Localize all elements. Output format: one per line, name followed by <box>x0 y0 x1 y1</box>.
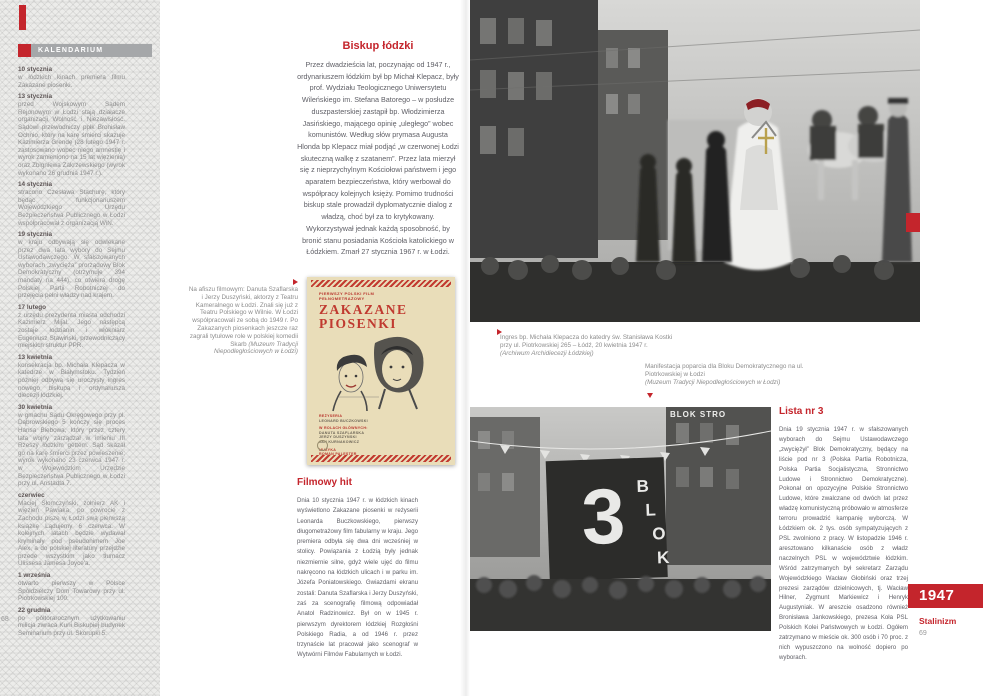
kalendarium-entry-text: stracono Czesława Stachurę, który będąc funkcjonariuszem Wojewódzkiego Urzędu Bezpieczeństwa Publicznego w Łodzi współpracował z organizacją WiN. <box>18 189 125 227</box>
photo-edge-red-marker <box>906 213 920 232</box>
poster-top-border <box>311 280 451 287</box>
kalendarium-title: KALENDARIUM <box>31 44 152 57</box>
caption-arrow-icon <box>647 393 653 398</box>
poster-title: ZAKAZANE PIOSENKI <box>319 302 408 331</box>
kalendarium-entry-date: 1 września <box>18 572 51 580</box>
article-filmowy-hit <box>297 477 418 661</box>
kalendarium-entry-text: w gmachu Sądu Okręgowego przy pl. Dąbrowskiego 5 kończy się proces Hansa Biebowa, który przez cztery lata wojny zarządzał w imieniu III Rzeszy łódzkim gettem. Sąd skazał go na karę śmierci przez powieszenie; wyrok wykonano 23 czerwca 1947 r. w Wojewódzkim Urzędzie Bezpieczeństwa Publicznego w Łodzi przy ul. Anstadta 7. <box>18 411 125 488</box>
poster-caption <box>186 286 298 356</box>
right-page-number: 69 <box>919 630 927 637</box>
article-filmowy-body: Dnia 10 stycznia 1947 r. w łódzkich kinach wyświetlono Zakazane piosenki w reżyserii Leonarda Buczkowskiego, pierwszy długometrażowy film fabularny w kraju. Jego premiera odbyła się dwa dni wcześniej w stolicy. Powiązania z Łodzią były jednak niezmiernie silne, gdyż wiele ujęć do filmu nakręcono na łódzkich ulicach i w parku im. Józefa Poniatowskiego. Gwiazdami ekranu zostali: Danuta Szaflarska i Jerzy Duszyński, zaś za scenografię filmową odpowiadał Anatol Radzinowicz. Był on w 1945 r. pierwszym dyrektorem łódzkiej Rozgłośni Polskiego Radia, a od 1946 r. przez trzynaście lat pracował jako scenograf w Wytwórni Filmów Fabularnych w Łodzi. <box>297 497 418 659</box>
svg-text:K: K <box>656 547 670 568</box>
kalendarium-entry-text: otwarto pierwszy w Polsce Spółdzielczy Dom Towarowy przy ul. Piotrkowskiej 100. <box>18 580 125 603</box>
poster-caption-text: Na afiszu filmowym: Danuta Szaflarska i Jerzy Duszyński, aktorzy z Teatru Kameralnego w Łodzi. Znali się już z Teatru Polskiego w Wilnie. W Łodzi współpracowali ze sobą do 1949 r. Po Zakazanych piosenkach jeszcze raz zagrali tytułowe role w polskiej komedii Skarb <box>188 286 298 348</box>
photo2-banner-text-svg: BLOK STRO <box>670 410 727 419</box>
kalendarium-header <box>18 44 152 57</box>
kalendarium-entry-date: 17 lutego <box>18 303 47 311</box>
kalendarium-entry-text: Maciej Słomczyński, żołnierz AK i więzień Pawiaka, po powrocie z Zachodu pisze w Łodzi swą pierwszą książkę Lądujemy 6 czerwca. W kolejnych latach będzie wydawał kryminały pod pseudonimem Joe Alex, a do polskiej literatury przejdzie przede wszystkim jako tłumacz Ulissesa Jamesa Joyce'a. <box>18 499 125 568</box>
manifestation-caption-text: Manifestacja poparcia dla Bloku Demokratycznego na ul. Piotrkowskiej w Łodzi <box>645 363 804 378</box>
poster-tagline: PIERWSZY POLSKI FILM PEŁNOMETRAŻOWY <box>319 291 375 301</box>
kalendarium-entry-text: z urzędu prezydenta miasta odchodzi Kazimierz Mijal. Jego następcą zostaje łodzianin i włókniarz Eugeniusz Stawiński, przewodniczący miejskich struktur PPR. <box>18 311 125 350</box>
left-page-number: 68 <box>1 616 9 623</box>
kalendarium-entry-text: po półtorarocznym użytkowaniu milicja zwraca Kurii Biskupiej budynek Seminarium przy ul. Skorupki 5. <box>18 614 125 638</box>
article-lista-title: Lista nr 3 <box>779 406 824 417</box>
kalendarium-entry-text: konsekracja bp. Michała Klepacza w katedrze w Białymstoku. Tydzień później odbywa się uroczysty ingres nowego biskupa i ordynariusza diecezji łódzkiej. <box>18 361 125 400</box>
kalendarium-entry <box>18 231 125 300</box>
kalendarium-entry <box>18 66 125 89</box>
kalendarium-entry <box>18 181 125 227</box>
kalendarium-entry <box>18 572 125 603</box>
kalendarium-entry-text: przed Wojskowym Sądem Rejonowym w Łodzi stają działacze organizacji Wolność i Niezawisłość. Sądowi przewodniczy ppłk Bronisław Ochnio, który na karę śmierci skazuje Kazimierza Grendę (28 lutego 1947 r. zastosowano wobec niego amnestię i wyrok zamieniono na 15 lat więzienia) oraz Zbigniewa Zakrzewskiego (wyrok wykonano 26 grudnia 1947 r.). <box>18 101 125 177</box>
article-filmowy-title: Filmowy hit <box>297 477 352 488</box>
kalendarium-entry <box>18 607 125 638</box>
poster-stamp-icon <box>317 440 328 451</box>
photo-blok-demonstration <box>470 407 771 631</box>
manifestation-caption-credit: (Muzeum Tradycji Niepodległościowych w Łodzi) <box>645 378 781 386</box>
svg-text:3: 3 <box>580 471 627 561</box>
kalendarium-entry-date: 22 grudnia <box>18 606 51 614</box>
ingres-caption-text: Ingres bp. Michała Klepacza do katedry św. Stanisława Kostki przy ul. Piotrkowskiej 265 – Łódź, 20 kwietnia 1947 r. <box>500 334 673 349</box>
poster-credits: REŻYSERIA LEONARD BUCZKOWSKI W ROLACH GŁÓWNYCH: DANUTA SZAFLARSKA JERZY DUSZYŃSKI JAN KURNAKOWICZ MUZYKA <box>319 414 368 452</box>
article-lista-body: Dnia 19 stycznia 1947 r. w sfałszowanych wyborach do Sejmu Ustawodawczego „zwyciężył” Blok Demokratyczny, będący na liście pod nr 3 (Polska Partia Robotnicza, Polska Partia Socjalistyczna, Stronnictwo Ludowe i Stronnictwo Demokratyczne). Pokonał on opozycyjne Polskie Stronnictwo Ludowe, które zwalczane od dwóch lat przez władzę komunistyczną próbowało w atmosferze terroru prowadzić kampanię wyborczą. W Łódzkiem ok. 2 tys. osób sympatyzujących z PSL zwolniono z pracy. W listopadzie 1946 r. aresztowano kilkanaście osób z władz naczelnych PSL w województwie łódzkim. Wśród zatrzymanych był sekretarz Zarządu Wojewódzkiego Wacław Głobiński oraz trzej prezesi zarządów dzielnicowych, tj. Wacław Hilner, Zygmunt Markiewicz i Henryk Augustyniak. W areszcie osadzono również Bronisława Jankowskiego, prezesa Koła PSL Polskich Kolei Państwowych w Łodzi. Ogółem zatrzymano w mieście ok. 300 osób i 70 proc. z nich wypuszczono na wolność dopiero po wyborach. <box>779 426 908 661</box>
kalendarium-entry-date: 19 stycznia <box>18 231 53 239</box>
chapter-label: Stalinizm <box>919 616 957 626</box>
kalendarium-entry <box>18 93 125 177</box>
kalendarium-entry <box>18 404 125 488</box>
svg-text:O: O <box>651 524 666 544</box>
kalendarium-list <box>18 66 125 642</box>
kalendarium-entry <box>18 492 125 568</box>
kalendarium-red-square-icon <box>18 44 31 57</box>
svg-text:B: B <box>636 476 650 497</box>
ingres-caption <box>500 334 675 357</box>
ingres-caption-credit: (Archiwum Archidiecezji Łódzkiej) <box>500 349 594 357</box>
caption-arrow-icon <box>293 279 298 285</box>
article-biskup-lodzki <box>297 40 459 258</box>
article-biskup-body: Przez dwadzieścia lat, poczynając od 1947 r., ordynariuszem łódzkim był bp Michał Klepacz, były prof. Wydziału Teologicznego Uniwersytetu Wileńskiego im. Stefana Batorego – w posłudze duszpasterskiej zastąpił bp. Włodzimierza Jasińskiego, mającego opinię „uległego” wobec komunistów. Według słów prymasa Augusta Hlonda bp Klepacz miał podjąć „w czerwonej Łodzi skuteczną walkę z szatanem”. Przez lata mierzył się z nieprzychylnym Kościołowi państwem i jego aparatem bezpieczeństwa, który werbował do współpracy kolejnych księży. Pomimo trudności biskup stale prowadził dyplomatycznie dialog z władzą, choć był za to krytykowany. Wykorzystywał jednak każdą sposobność, by bronić stanu posiadania Kościoła katolickiego w Łódzkiem. Zmarł 27 stycznia 1967 r. w Łodzi. <box>297 60 459 257</box>
kalendarium-entry-date: 13 stycznia <box>18 93 53 101</box>
svg-text:L: L <box>645 500 657 520</box>
article-biskup-title: Biskup łódzki <box>342 40 414 52</box>
red-edge-marker <box>19 5 26 30</box>
kalendarium-entry <box>18 354 125 400</box>
article-lista-nr-3 <box>779 406 908 663</box>
photo-ingres-procession <box>470 0 920 322</box>
kalendarium-entry-date: 14 stycznia <box>18 181 53 189</box>
poster-caption-credit: (Muzeum Tradycji Niepodległościowych w Łodzi) <box>214 340 298 356</box>
kalendarium-entry-date: czerwiec <box>18 491 45 499</box>
year-tab: 1947 <box>908 584 983 608</box>
kalendarium-entry-date: 30 kwietnia <box>18 403 53 411</box>
manifestation-caption <box>645 363 820 386</box>
kalendarium-entry-text: w łódzkich kinach premiera filmu Zakazane piosenki. <box>18 74 125 89</box>
poster-bottom-border <box>311 455 451 462</box>
zakazane-piosenki-poster <box>307 277 455 465</box>
kalendarium-entry-text: w kraju odbywają się odwlekane przez dwa lata wybory do Sejmu Ustawodawczego. W sfałszowanych wyborach „zwycięża” prorządowy Blok Demokratyczny (otrzymuje 394 mandaty na 444), co otwiera drogę Polskiej Partii Robotniczej do przejęcia pełni władzy nad krajem. <box>18 239 125 300</box>
kalendarium-entry <box>18 304 125 350</box>
kalendarium-entry-date: 10 stycznia <box>18 66 53 73</box>
page-gutter <box>460 0 470 696</box>
kalendarium-entry-date: 13 kwietnia <box>18 353 53 361</box>
poster-illustration <box>315 331 447 413</box>
